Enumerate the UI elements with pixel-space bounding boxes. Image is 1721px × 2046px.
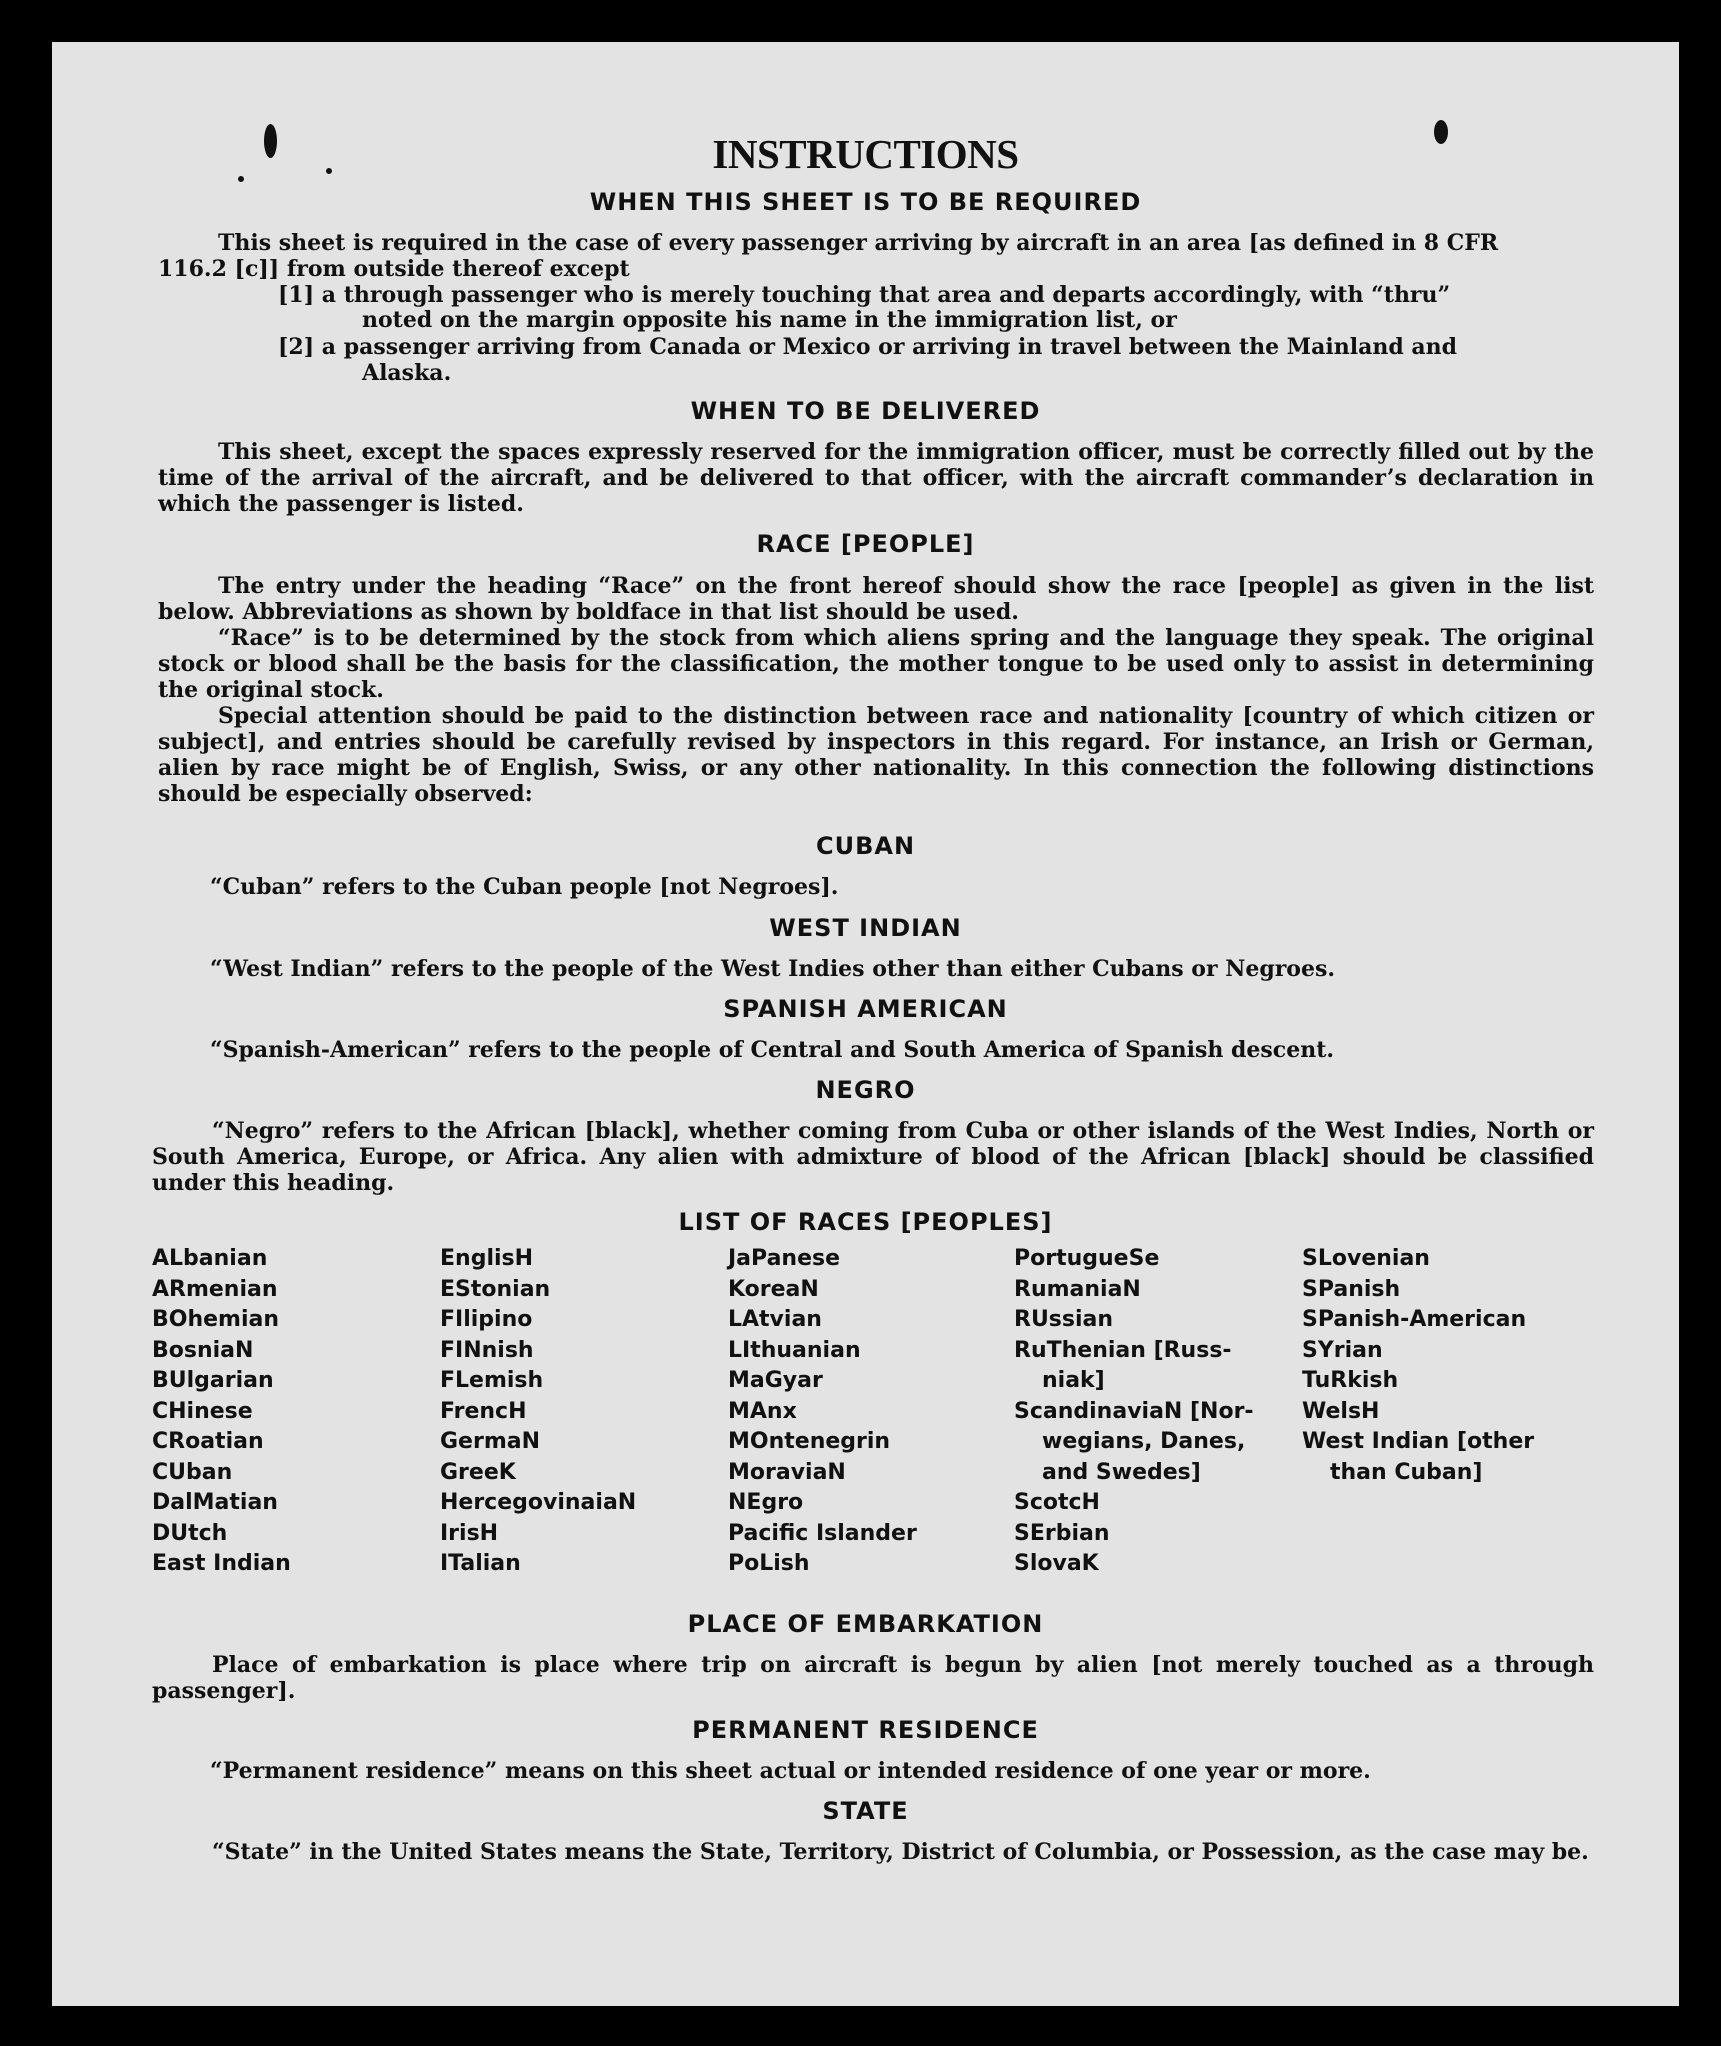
race-item: East Indian	[152, 1551, 291, 1576]
section-heading-embarkation: PLACE OF EMBARKATION	[687, 1610, 1044, 1638]
section-heading-residence: PERMANENT RESIDENCE	[692, 1716, 1039, 1744]
delivered-paragraph: This sheet, except the spaces expressly reserved for the immigration officer, must be correctly filled out by the time of the arrival of the aircraft, and be delivered to that officer, with the aircraft commander’s declaration in which the passenger is listed.	[158, 439, 1594, 517]
race-item: ScandinaviaN [Nor-	[1014, 1398, 1254, 1424]
residence-text: “Permanent residence” means on this sheet actual or intended residence of one year or more.	[210, 1758, 1371, 1784]
page-title: INSTRUCTIONS	[712, 131, 1019, 177]
section-heading-negro: NEGRO	[815, 1076, 916, 1104]
race-item: West Indian [other	[1302, 1429, 1535, 1454]
race-item: SPanish-American	[1302, 1307, 1527, 1332]
race-item: FINnish	[440, 1337, 534, 1363]
document-sheet	[52, 42, 1679, 2006]
section-heading-list-of-races: LIST OF RACES [PEOPLES]	[678, 1208, 1053, 1236]
race-item: MAnx	[728, 1398, 797, 1424]
state-paragraph: “State” in the United States means the State, Territory, District of Columbia, or Possession, as the case may be.	[212, 1839, 1589, 1865]
race-item: PortugueSe	[1014, 1246, 1160, 1271]
race-item: FrencH	[440, 1398, 527, 1424]
race-item: GreeK	[440, 1459, 516, 1485]
race-item: WelsH	[1302, 1398, 1380, 1424]
race-item: NEgro	[728, 1490, 804, 1515]
race-item: MaGyar	[728, 1368, 823, 1393]
embarkation-paragraph: Place of embarkation is place where trip on aircraft is begun by alien [not merely touched as a through passenger].	[152, 1652, 1594, 1704]
west-indian-text: “West Indian” refers to the people of the West Indies other than either Cubans or Negroes.	[210, 956, 1336, 982]
race-item: CHinese	[152, 1398, 253, 1424]
race-paragraph-1: The entry under the heading “Race” on the front hereof should show the race [people] as given in the list below. Abbreviations as shown by boldface in that list should be used.	[158, 573, 1594, 625]
race-item: SErbian	[1014, 1520, 1110, 1546]
section-heading-west-indian: WEST INDIAN	[769, 914, 962, 942]
race-column-5	[1302, 1244, 1572, 1488]
race-item: Pacific Islander	[728, 1520, 917, 1546]
negro-paragraph: “Negro” refers to the African [black], whether coming from Cuba or other islands of the West Indies, North or South America, Europe, or Africa. Any alien with admixture of blood of the African [black] should be classified under this heading.	[152, 1118, 1594, 1196]
race-column-1	[152, 1244, 422, 1580]
section-heading-spanish-american: SPANISH AMERICAN	[723, 995, 1008, 1023]
race-item: CRoatian	[152, 1429, 264, 1454]
race-item: ScotcH	[1014, 1490, 1100, 1515]
race-item: LAtvian	[728, 1307, 822, 1332]
race-item: ITalian	[440, 1551, 521, 1576]
section-heading-delivered: WHEN TO BE DELIVERED	[690, 397, 1041, 425]
race-item: RUssian	[1014, 1307, 1114, 1332]
required-item1-line1: [1] a through passenger who is merely touching that area and departs accordingly, with “thru”	[278, 282, 1451, 308]
race-item: SPanish	[1302, 1276, 1401, 1302]
race-item: BUlgarian	[152, 1368, 274, 1393]
race-item: DalMatian	[152, 1490, 278, 1515]
race-item: HercegovinaiaN	[440, 1490, 637, 1515]
race-item-continuation: and Swedes]	[1042, 1459, 1201, 1485]
race-item: TuRkish	[1302, 1368, 1399, 1393]
race-item: ALbanian	[152, 1246, 268, 1271]
race-item: EStonian	[440, 1276, 551, 1302]
spanish-american-text: “Spanish-American” refers to the people of Central and South America of Spanish descent.	[210, 1037, 1335, 1063]
required-item1-line2: noted on the margin opposite his name in the immigration list, or	[362, 307, 1177, 333]
race-column-3	[728, 1244, 998, 1580]
required-intro-line2: 116.2 [c]] from outside thereof except	[158, 256, 630, 282]
race-item-continuation: wegians, Danes,	[1042, 1429, 1246, 1454]
race-item-continuation: than Cuban]	[1330, 1459, 1483, 1485]
race-column-4	[1014, 1244, 1284, 1580]
required-item2-line2: Alaska.	[362, 360, 452, 386]
section-heading-cuban: CUBAN	[815, 832, 916, 860]
race-item: CUban	[152, 1459, 233, 1485]
race-item: FLemish	[440, 1368, 544, 1393]
required-intro-line1: This sheet is required in the case of every passenger arriving by aircraft in an area [as defined in 8 CFR	[218, 230, 1499, 256]
race-paragraph-2: “Race” is to be determined by the stock from which aliens spring and the language they speak. The original stock or blood shall be the basis for the classification, the mother tongue to be used only to assist in determining the original stock.	[158, 625, 1594, 703]
race-item: DUtch	[152, 1520, 228, 1546]
race-column-2	[440, 1244, 710, 1580]
race-item: IrisH	[440, 1520, 499, 1546]
cuban-text: “Cuban” refers to the Cuban people [not Negroes].	[210, 874, 839, 900]
race-item: EnglisH	[440, 1246, 534, 1271]
race-item: SYrian	[1302, 1337, 1383, 1363]
required-item2-line1: [2] a passenger arriving from Canada or Mexico or arriving in travel between the Mainland and	[278, 334, 1458, 360]
section-heading-state: STATE	[822, 1797, 909, 1825]
race-item: BosniaN	[152, 1337, 254, 1363]
race-item: GermaN	[440, 1429, 541, 1454]
race-item: RuThenian [Russ-	[1014, 1337, 1232, 1363]
race-item: PoLish	[728, 1551, 810, 1576]
section-heading-required: WHEN THIS SHEET IS TO BE REQUIRED	[589, 188, 1142, 216]
race-item: MOntenegrin	[728, 1429, 891, 1454]
section-heading-race: RACE [PEOPLE]	[756, 530, 975, 558]
race-item: MoraviaN	[728, 1459, 846, 1485]
race-item: SlovaK	[1014, 1551, 1099, 1576]
race-item: JaPanese	[728, 1246, 841, 1271]
race-item: ARmenian	[152, 1276, 278, 1302]
race-item-continuation: niak]	[1042, 1368, 1105, 1393]
race-item: BOhemian	[152, 1307, 280, 1332]
race-paragraph-3: Special attention should be paid to the distinction between race and nationality [country of which citizen or subject], and entries should be carefully revised by inspectors in this regard. For instance, an Irish or German, alien by race might be of English, Swiss, or any other nationality. In this connection the following distinctions should be especially observed:	[158, 703, 1594, 807]
race-item: SLovenian	[1302, 1246, 1430, 1271]
race-item: KoreaN	[728, 1276, 819, 1302]
race-item: RumaniaN	[1014, 1276, 1141, 1302]
race-item: FIlipino	[440, 1307, 533, 1332]
race-item: LIthuanian	[728, 1337, 861, 1363]
